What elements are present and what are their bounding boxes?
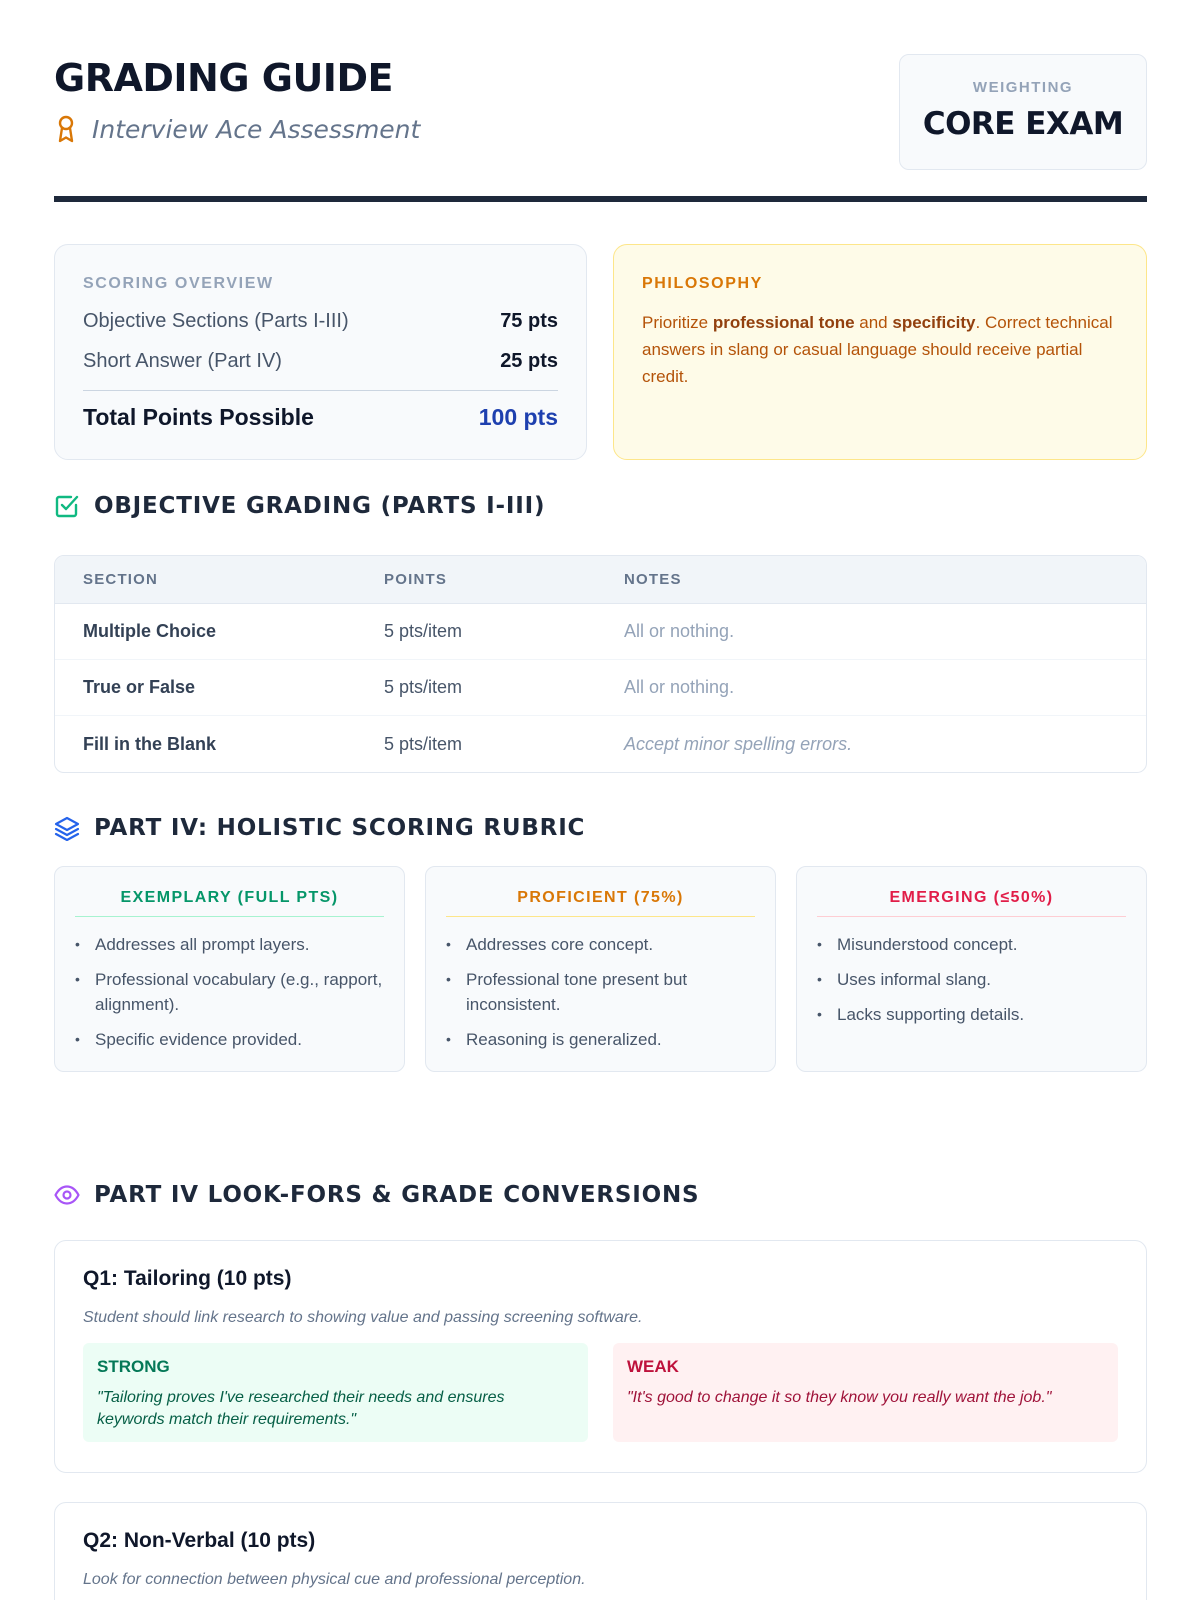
philosophy-emphasis-specificity: specificity bbox=[892, 313, 976, 332]
question-title: Q1: Tailoring (10 pts) bbox=[83, 1267, 292, 1290]
overview-row bbox=[83, 341, 558, 381]
question-description: Student should link research to showing value and passing screening software. bbox=[83, 1309, 643, 1326]
objective-section-title: OBJECTIVE GRADING (PARTS I-III) bbox=[94, 493, 546, 519]
philosophy-text-start: Prioritize bbox=[642, 313, 713, 332]
answer-examples bbox=[83, 1343, 1118, 1442]
weighting-value: CORE EXAM bbox=[922, 106, 1124, 142]
rubric-level-title: EXEMPLARY (FULL PTS) bbox=[75, 867, 384, 917]
rubric-criterion: • Reasoning is generalized. bbox=[446, 1027, 755, 1052]
table-header-notes: NOTES bbox=[624, 571, 682, 588]
overview-row-points: 25 pts bbox=[500, 349, 558, 372]
rubric-level-title: PROFICIENT (75%) bbox=[446, 867, 755, 917]
weak-answer-example bbox=[613, 1343, 1118, 1442]
rubric-level-title: EMERGING (≤50%) bbox=[817, 867, 1126, 917]
philosophy-text-middle: and bbox=[854, 313, 893, 332]
table-cell-section: Multiple Choice bbox=[83, 621, 217, 641]
scoring-overview-card bbox=[54, 244, 587, 460]
lookfors-section-heading bbox=[54, 1182, 699, 1208]
table-header-row bbox=[55, 556, 1146, 604]
subtitle-row bbox=[54, 114, 420, 144]
rubric-criterion: • Professional tone present but inconsistent. bbox=[446, 967, 755, 1017]
strong-answer-label: STRONG bbox=[97, 1357, 170, 1376]
table-cell-notes: Accept minor spelling errors. bbox=[624, 733, 853, 754]
rubric-criterion: • Lacks supporting details. bbox=[817, 1002, 1126, 1027]
question-card-q2 bbox=[54, 1502, 1147, 1600]
rubric-card-emerging bbox=[796, 866, 1147, 1072]
eye-icon bbox=[54, 1182, 80, 1208]
rubric-section-title: PART IV: HOLISTIC SCORING RUBRIC bbox=[94, 815, 586, 841]
overview-row-label: Objective Sections (Parts I-III) bbox=[83, 309, 349, 332]
overview-divider bbox=[83, 390, 558, 391]
total-points-label: Total Points Possible bbox=[83, 403, 314, 430]
rubric-card-proficient bbox=[425, 866, 776, 1072]
rubric-criteria-list bbox=[817, 932, 1126, 1027]
weighting-label: WEIGHTING bbox=[972, 79, 1074, 96]
rubric-card-exemplary bbox=[54, 866, 405, 1072]
objective-grading-table bbox=[54, 555, 1147, 773]
strong-answer-example bbox=[83, 1343, 588, 1442]
table-header-section: SECTION bbox=[83, 571, 159, 588]
table-cell-section: True or False bbox=[83, 677, 196, 697]
philosophy-text bbox=[642, 309, 1118, 390]
overview-total-row bbox=[83, 397, 558, 437]
scoring-overview-label: SCORING OVERVIEW bbox=[83, 275, 274, 292]
page-title: GRADING GUIDE bbox=[54, 56, 393, 100]
header-divider bbox=[54, 196, 1147, 202]
objective-section-heading bbox=[54, 493, 545, 519]
weighting-badge bbox=[899, 54, 1147, 170]
rubric-criterion: • Misunderstood concept. bbox=[817, 932, 1126, 957]
table-row bbox=[55, 604, 1146, 660]
rubric-criteria-list bbox=[75, 932, 384, 1052]
rubric-section-heading bbox=[54, 815, 585, 841]
table-row bbox=[55, 716, 1146, 772]
layers-icon bbox=[54, 815, 80, 841]
weak-answer-text: "It's good to change it so they know you really want the job." bbox=[627, 1389, 1052, 1406]
strong-answer-text: "Tailoring proves I've researched their needs and ensures keywords match their requirements." bbox=[97, 1389, 505, 1428]
rubric-criterion: • Specific evidence provided. bbox=[75, 1027, 384, 1052]
table-cell-notes: All or nothing. bbox=[624, 621, 735, 641]
table-cell-section: Fill in the Blank bbox=[83, 733, 217, 754]
question-card-q1 bbox=[54, 1240, 1147, 1473]
table-cell-points: 5 pts/item bbox=[384, 733, 463, 754]
table-row bbox=[55, 660, 1146, 716]
overview-row-label: Short Answer (Part IV) bbox=[83, 349, 282, 372]
lookfors-section-title: PART IV LOOK-FORS & GRADE CONVERSIONS bbox=[94, 1182, 700, 1208]
table-cell-notes: All or nothing. bbox=[624, 677, 735, 697]
rubric-criterion: • Addresses all prompt layers. bbox=[75, 932, 384, 957]
philosophy-emphasis-tone: professional tone bbox=[712, 313, 855, 332]
table-cell-points: 5 pts/item bbox=[384, 677, 463, 697]
rubric-criteria-list bbox=[446, 932, 755, 1052]
table-cell-points: 5 pts/item bbox=[384, 621, 463, 641]
rubric-criterion: • Uses informal slang. bbox=[817, 967, 1126, 992]
rubric-criterion: • Professional vocabulary (e.g., rapport, alignment). bbox=[75, 967, 384, 1017]
subtitle: Interview Ace Assessment bbox=[92, 114, 421, 144]
weak-answer-label: WEAK bbox=[627, 1357, 679, 1376]
overview-row-points: 75 pts bbox=[500, 309, 558, 332]
overview-row bbox=[83, 301, 558, 341]
question-title: Q2: Non-Verbal (10 pts) bbox=[83, 1529, 316, 1552]
table-header-points: POINTS bbox=[384, 571, 448, 588]
check-square-icon bbox=[54, 493, 80, 519]
philosophy-text-end: . Correct technical answers in slang or casual language should receive partial credit. bbox=[642, 313, 1113, 386]
philosophy-card bbox=[613, 244, 1147, 460]
rubric-criterion: • Addresses core concept. bbox=[446, 932, 755, 957]
philosophy-label: PHILOSOPHY bbox=[642, 275, 763, 292]
total-points-value: 100 pts bbox=[478, 403, 558, 430]
award-icon bbox=[54, 114, 78, 144]
header bbox=[54, 54, 1147, 169]
question-description: Look for connection between physical cue and professional perception. bbox=[83, 1571, 586, 1588]
